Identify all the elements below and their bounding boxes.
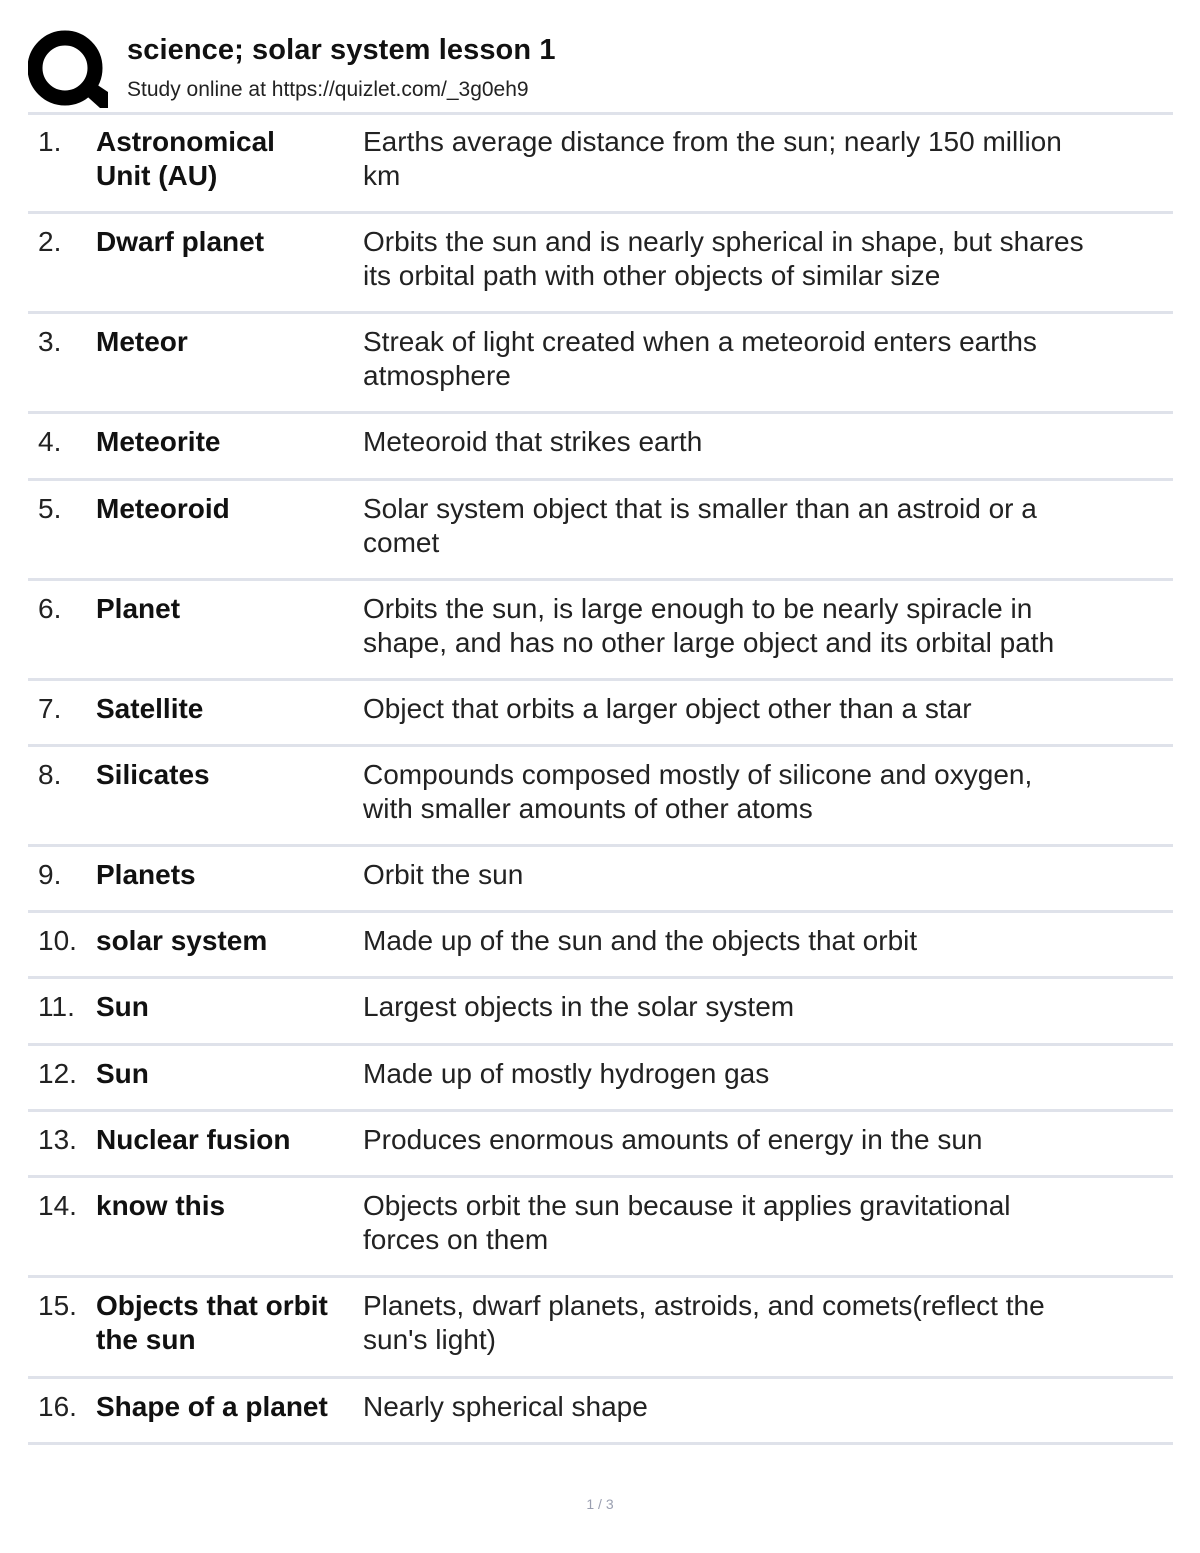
- page-subtitle: Study online at https://quizlet.com/_3g0eh9: [127, 78, 529, 101]
- term-row: [28, 1112, 1173, 1178]
- term-row: [28, 414, 1173, 481]
- term-definition: Orbits the sun and is nearly spherical in shape, but shares its orbital path with other objects of similar size: [363, 226, 1084, 291]
- term-definition: Orbits the sun, is large enough to be nearly spiracle in shape, and has no other large object and its orbital path: [363, 593, 1055, 658]
- term-row: [28, 747, 1173, 847]
- term-number: 4.: [38, 426, 62, 457]
- term-word: Silicates: [96, 759, 210, 790]
- term-word: Sun: [96, 991, 149, 1022]
- term-number: 13.: [38, 1124, 77, 1155]
- term-word: solar system: [96, 925, 268, 956]
- term-word: Sun: [96, 1058, 149, 1089]
- term-number: 10.: [38, 925, 77, 956]
- term-row: [28, 581, 1173, 681]
- term-word: Meteoroid: [96, 493, 230, 524]
- term-row: [28, 1379, 1173, 1445]
- term-word: Planets: [96, 859, 196, 890]
- term-definition: Earths average distance from the sun; nearly 150 million km: [363, 126, 1062, 191]
- term-number: 12.: [38, 1058, 77, 1089]
- term-word: Meteor: [96, 326, 188, 357]
- term-word: Planet: [96, 593, 181, 624]
- term-word: Shape of a planet: [96, 1391, 328, 1422]
- term-word: Objects that orbit the sun: [96, 1290, 328, 1355]
- page-indicator: 1 / 3: [586, 1496, 614, 1512]
- term-row: [28, 1278, 1173, 1379]
- term-row: [28, 214, 1173, 314]
- term-definition: Solar system object that is smaller than an astroid or a comet: [363, 493, 1037, 558]
- terms-list: [28, 114, 1173, 1445]
- term-word: Astronomical Unit (AU): [96, 126, 275, 191]
- term-row: [28, 979, 1173, 1046]
- term-definition: Compounds composed mostly of silicone and oxygen, with smaller amounts of other atoms: [363, 759, 1033, 824]
- term-word: Satellite: [96, 693, 204, 724]
- term-number: 8.: [38, 759, 62, 790]
- term-definition: Orbit the sun: [363, 859, 524, 890]
- term-number: 1.: [38, 126, 62, 157]
- term-number: 9.: [38, 859, 62, 890]
- term-definition: Made up of the sun and the objects that orbit: [363, 925, 918, 956]
- page-title: science; solar system lesson 1: [127, 34, 556, 66]
- term-definition: Nearly spherical shape: [363, 1391, 648, 1422]
- term-number: 11.: [38, 991, 75, 1022]
- term-word: Dwarf planet: [96, 226, 265, 257]
- term-definition: Produces enormous amounts of energy in the sun: [363, 1124, 983, 1155]
- term-row: [28, 681, 1173, 747]
- term-number: 7.: [38, 693, 62, 724]
- term-number: 3.: [38, 326, 62, 357]
- term-definition: Meteoroid that strikes earth: [363, 426, 703, 457]
- term-definition: Largest objects in the solar system: [363, 991, 795, 1022]
- term-row: [28, 1178, 1173, 1278]
- term-number: 16.: [38, 1391, 77, 1422]
- term-word: Nuclear fusion: [96, 1124, 291, 1155]
- term-row: [28, 481, 1173, 581]
- header: [28, 28, 1173, 112]
- term-definition: Made up of mostly hydrogen gas: [363, 1058, 770, 1089]
- term-definition: Streak of light created when a meteoroid enters earths atmosphere: [363, 326, 1037, 391]
- term-row: [28, 913, 1173, 979]
- term-number: 15.: [38, 1290, 77, 1321]
- term-number: 5.: [38, 493, 62, 524]
- term-word: Meteorite: [96, 426, 221, 457]
- term-number: 2.: [38, 226, 62, 257]
- term-number: 14.: [38, 1190, 77, 1221]
- term-row: [28, 114, 1173, 214]
- term-definition: Planets, dwarf planets, astroids, and comets(reflect the sun's light): [363, 1290, 1045, 1355]
- term-definition: Objects orbit the sun because it applies gravitational forces on them: [363, 1190, 1011, 1255]
- term-row: [28, 847, 1173, 913]
- term-word: know this: [96, 1190, 226, 1221]
- quizlet-logo-icon: [28, 30, 108, 110]
- term-definition: Object that orbits a larger object other than a star: [363, 693, 972, 724]
- term-row: [28, 1046, 1173, 1112]
- term-number: 6.: [38, 593, 62, 624]
- term-row: [28, 314, 1173, 414]
